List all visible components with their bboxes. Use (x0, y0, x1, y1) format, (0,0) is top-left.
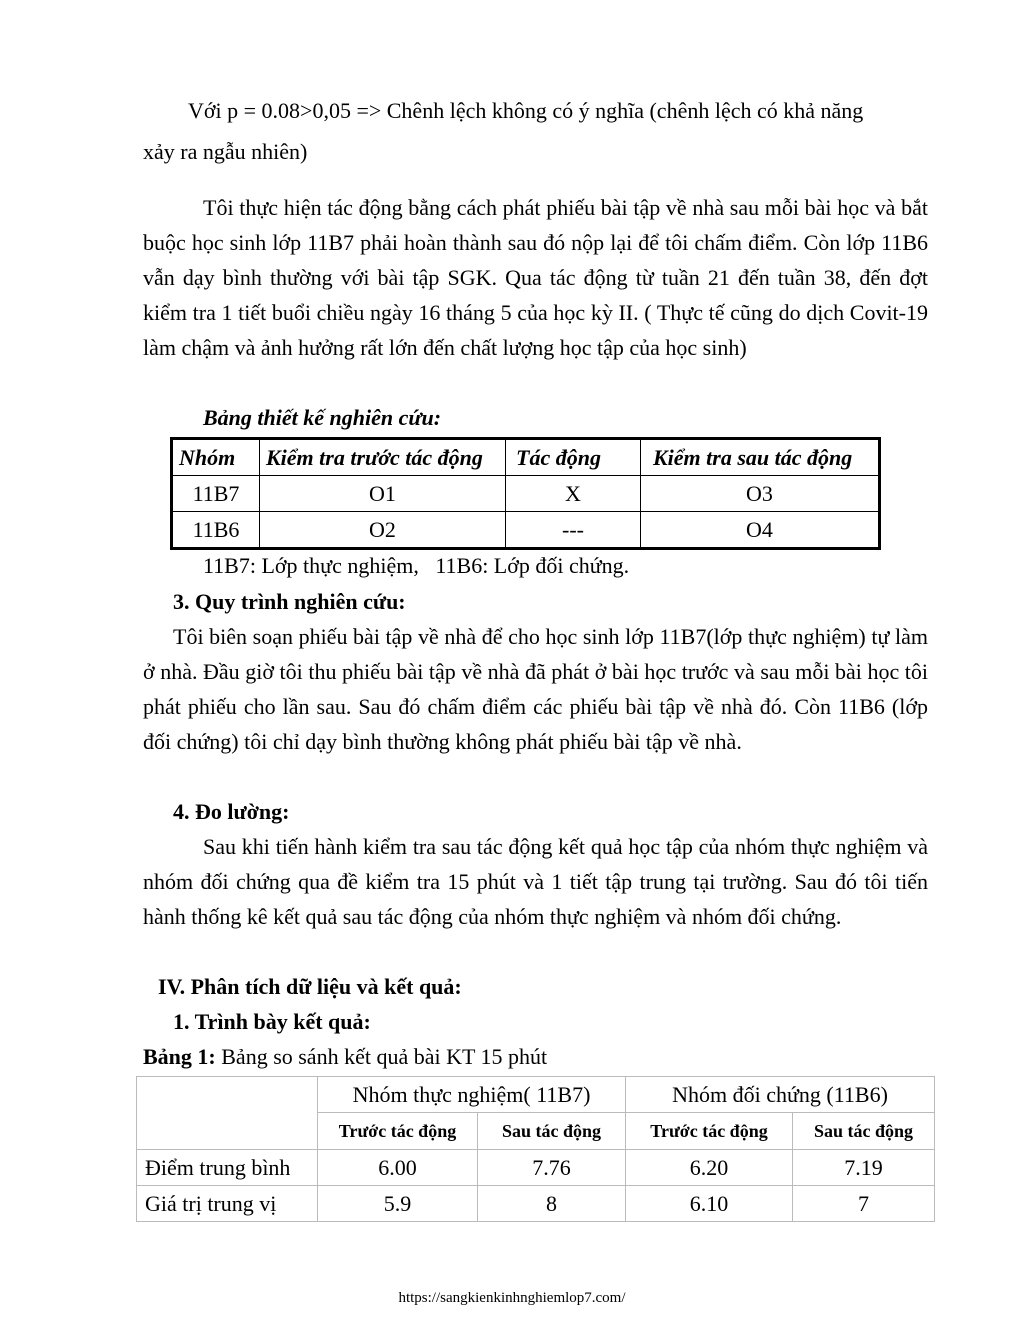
heading-4: 4. Đo lường: (173, 799, 290, 824)
table-cell: 5.9 (318, 1186, 478, 1222)
heading-iv: IV. Phân tích dữ liệu và kết quả: (158, 974, 462, 999)
paragraph-4: Sau khi tiến hành kiểm tra sau tác động kết quả học tập của nhóm thực nghiệm và nhóm đối chứng qua đề kiểm tra 15 phút và 1 tiết tập trung tại trường. Sau đó tôi tiến hành thống kê kết quả sau tác động của nhóm thực nghiệm và nhóm đối chứng. (143, 834, 928, 929)
design-header-treatment: Tác động (506, 439, 641, 476)
result-subheader: Sau tác động (793, 1113, 935, 1150)
table-cell: O2 (260, 512, 506, 549)
design-header-posttest: Kiểm tra sau tác động (641, 439, 880, 476)
row-label: Điểm trung bình (137, 1150, 318, 1186)
table-cell: 8 (478, 1186, 626, 1222)
result-subheader: Trước tác động (626, 1113, 793, 1150)
paragraph-2: Tôi thực hiện tác động bằng cách phát phiếu bài tập về nhà sau mỗi bài học và bắt buộc học sinh lớp 11B7 phải hoàn thành sau đó nộp lại để tôi chấm điểm. Còn lớp 11B6 vẫn dạy bình thường với bài tập SGK. Qua tác động từ tuần 21 đến tuần 38, đến đợt kiểm tra 1 tiết buổi chiều ngày 16 tháng 5 của học kỳ II. ( Thực tế cũng do dịch Covit-19 làm chậm và ảnh hưởng rất lớn đến chất lượng học tập của học sinh) (143, 195, 928, 360)
table-cell: O3 (641, 476, 880, 512)
table-cell: 6.00 (318, 1150, 478, 1186)
design-header-pretest: Kiểm tra trước tác động (260, 439, 506, 476)
table-1-label: Bảng 1: (143, 1044, 216, 1069)
row-label: Giá trị trung vị (137, 1186, 318, 1222)
table-1-caption (143, 1039, 547, 1074)
paragraph-1-line-1: Với p = 0.08>0,05 => Chênh lệch không có ý nghĩa (chênh lệch có khả năng (188, 98, 864, 123)
table-cell: X (506, 476, 641, 512)
result-header-control: Nhóm đối chứng (11B6) (626, 1077, 935, 1113)
design-header-group: Nhóm (172, 439, 260, 476)
design-note: 11B7: Lớp thực nghiệm, 11B6: Lớp đối chứng. (203, 553, 630, 578)
table-1-title: Bảng so sánh kết quả bài KT 15 phút (215, 1044, 548, 1069)
paragraph-3: Tôi biên soạn phiếu bài tập về nhà để cho học sinh lớp 11B7(lớp thực nghiệm) tự làm ở nhà. Đầu giờ tôi thu phiếu bài tập về nhà đã phát ở bài học trước và sau mỗi bài học tôi phát phiếu cho lần sau. Sau đó chấm điểm các phiếu bài tập về nhà đó. Còn 11B6 (lớp đối chứng) tôi chỉ dạy bình thường không phát phiếu bài tập về nhà. (143, 624, 928, 754)
table-cell: O4 (641, 512, 880, 549)
table-cell: 7.76 (478, 1150, 626, 1186)
paragraph-1-line-2: xảy ra ngẫu nhiên) (143, 139, 308, 164)
table-row (172, 476, 880, 512)
design-table (170, 437, 881, 550)
heading-1: 1. Trình bày kết quả: (173, 1009, 371, 1034)
table-cell: 11B6 (172, 512, 260, 549)
heading-3: 3. Quy trình nghiên cứu: (173, 589, 406, 614)
table-row (137, 1150, 935, 1186)
result-header-empty (137, 1077, 318, 1150)
table-cell: 7 (793, 1186, 935, 1222)
table-cell: 11B7 (172, 476, 260, 512)
table-cell: 6.20 (626, 1150, 793, 1186)
table-cell: O1 (260, 476, 506, 512)
result-subheader: Sau tác động (478, 1113, 626, 1150)
table-row (137, 1186, 935, 1222)
result-header-experimental: Nhóm thực nghiệm( 11B7) (318, 1077, 626, 1113)
result-table (136, 1076, 935, 1222)
table-cell: --- (506, 512, 641, 549)
footer-url: https://sangkienkinhnghiemlop7.com/ (398, 1290, 626, 1306)
table-cell: 6.10 (626, 1186, 793, 1222)
result-subheader: Trước tác động (318, 1113, 478, 1150)
design-table-caption: Bảng thiết kế nghiên cứu: (203, 405, 442, 430)
table-row (172, 512, 880, 549)
table-cell: 7.19 (793, 1150, 935, 1186)
